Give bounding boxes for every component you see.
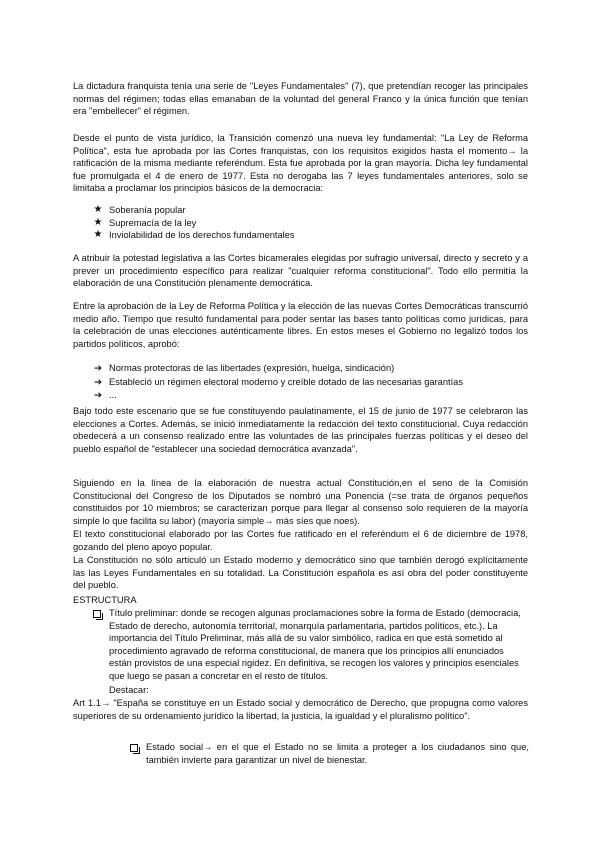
- paragraph-elecciones-1977: Bajo todo este escenario que se fue constituyendo paulatinamente, el 15 de junio de 1977 se celebraron las elecciones a Cortes. Además, se inició inmediatamente la redacción del texto constitucional. Cuya redacción obedecerá a un consenso realizado entre las voluntades de las principales fuerzas políticas y el deseo del pueblo español de "establecer una sociedad democrática avanzada".: [73, 406, 528, 454]
- estado-social-item: Estado social→ en el que el Estado no se limita a proteger a los ciudadanos sino que, también invierte para garantizar un nivel de bienestar.: [146, 741, 529, 766]
- paragraph-transicion-medio-ano: Entre la aprobación de la Ley de Reforma Política y la elección de las nuevas Cortes Democráticas transcurrió medio año. Tiempo que resultó fundamental para poder sentar las bases tanto políticas como jurídicas, para la celebración de unas elecciones auténticamente libres. En estos meses el Gobierno no legalizó todos los partidos políticos, aprobó:: [73, 301, 528, 349]
- list-item: ➔ Normas protectoras de las libertades (expresión, huelga, sindicación): [109, 362, 529, 375]
- list-item: ★ Soberanía popular: [93, 204, 186, 215]
- star-bullet-icon: ★: [93, 204, 103, 215]
- destacar-label: Destacar:: [109, 685, 149, 695]
- estructura-heading: ESTRUCTURA: [73, 595, 137, 605]
- star-bullet-icon: ★: [93, 229, 103, 241]
- list-item: ➔ ...: [109, 389, 529, 402]
- arrow-bullet-icon: ➔: [94, 376, 102, 387]
- checkbox-bullet-icon: [130, 744, 138, 752]
- star-bullet-icon: ★: [93, 216, 103, 228]
- list-item: ★ Supremacía de la ley: [93, 216, 197, 228]
- paragraph-leyes-fundamentales: La dictadura franquista tenía una serie de "Leyes Fundamentales" (7), que pretendían recoger las principales normas del régimen; todas ellas emanaban de la voluntad del general Franco y la única función que tenían era "embellecer" el régimen.: [73, 81, 528, 117]
- titulo-preliminar-item: Título preliminar: donde se recogen algunas proclamaciones sobre la forma de Estado (democracia, Estado de derecho, autonomía territorial, monarquía parlamentaria, partidos políticos, etc.). La importancia del Título Preliminar, más allá de su valor simbólico, radica en que está sometido al procedimiento agravado de reforma constitucional, de manera que los principios allí enunciados están provistos de una especial rigidez. En definitiva, se recogen los valores y principios esenciales que luego se pasan a concretar en el resto de títulos.: [109, 607, 529, 683]
- paragraph-art-1-1: Art 1.1→ "España se constituye en un Estado social y democrático de Derecho, que propugna como valores superiores de su ordenamiento jurídico la libertad, la justicia, la igualdad y el pluralismo político".: [73, 698, 528, 721]
- list-item: ➔ Estableció un régimen electoral moderno y creíble dotado de las necesarias garantías: [109, 376, 529, 389]
- principios-list: [93, 204, 529, 242]
- arrow-bullet-icon: ➔: [94, 390, 102, 401]
- paragraph-constitucion-deroga: La Constitución no sólo articuló un Estado moderno y democrático sino que también derogó explícitamente las las Leyes Fundamentales en su totalidad. La Constitución española es así obra del poder constituyente del pueblo.: [73, 555, 528, 591]
- paragraph-potestad-legislativa: A atribuir la potestad legislativa a las Cortes bicamerales elegidas por sufragio universal, directo y secreto y a prever un procedimiento específico para realizar "cualquier reforma constitucional". Todo ello permitía la elaboración de una Constitución plenamente democrática.: [73, 253, 528, 289]
- paragraph-ponencia: Siguiendo en la línea de la elaboración de nuestra actual Constitución,en el seno de la Comisión Constitucional del Congreso de los Diputados se nombró una Ponencia (=se trata de órganos pequeños constituidos por 10 miembros; se caracterizan porque para llegar al consenso solo requieren de la mayoría simple lo que facilita su labor) (mayoría simple→ más síes que noes).: [73, 478, 528, 526]
- checkbox-bullet-icon: [93, 610, 101, 618]
- list-item: ★ Inviolabilidad de los derechos fundamentales: [93, 229, 295, 241]
- arrow-bullet-icon: ➔: [94, 363, 102, 373]
- medidas-list: [94, 362, 529, 402]
- paragraph-ley-reforma-politica: Desde el punto de vista jurídico, la Transición comenzó una nueva ley fundamental: "La Ley de Reforma Política", esta fue aprobada por las Cortes franquistas, con los requisitos exigidos hasta el momento→ la ratificación de la misma mediante referéndum. Esta fue aprobada por la gran mayoría. Dicha ley fundamental fue promulgada el 4 de enero de 1977. Esta no derogaba las 7 leyes fundamentales anteriores, solo se limitaba a proclamar los principios básicos de la democracia:: [73, 133, 528, 194]
- paragraph-referendum-1978: El texto constitucional elaborado por las Cortes fue ratificado en el referéndum el 6 de diciembre de 1978, gozando del pleno apoyo popular.: [73, 529, 528, 552]
